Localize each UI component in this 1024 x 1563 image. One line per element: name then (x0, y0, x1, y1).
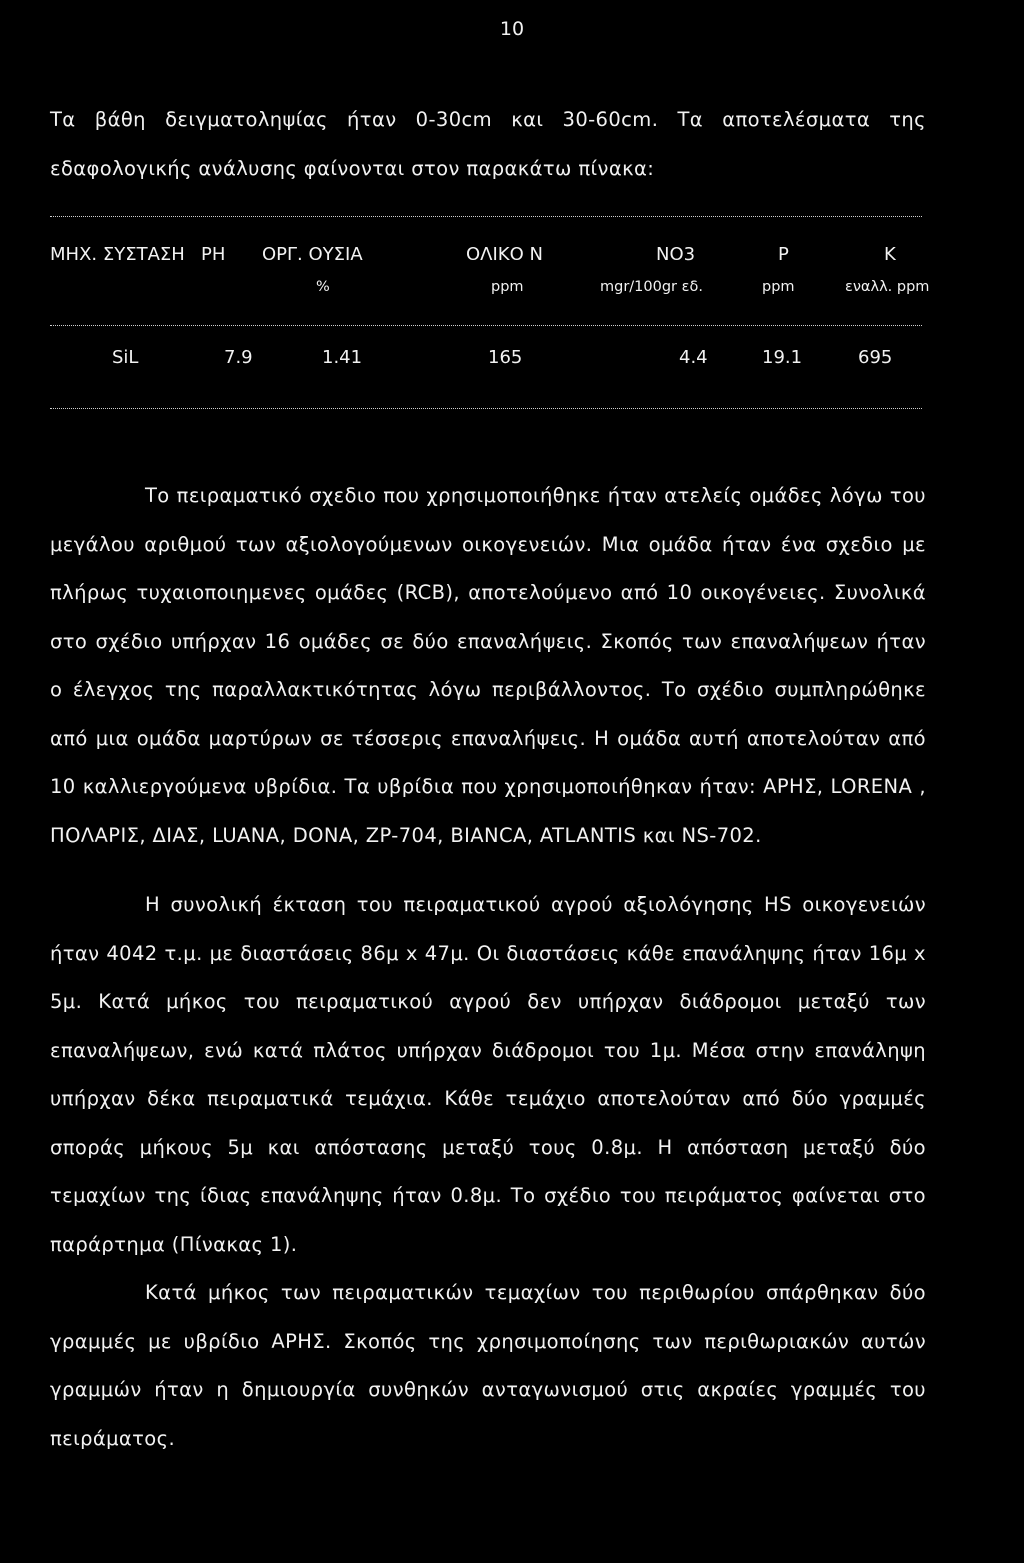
header-p: Ρ (778, 244, 789, 265)
unit-mgr: mgr/100gr εδ. (600, 279, 703, 295)
unit-ppm-p: ppm (762, 279, 795, 295)
header-texture: ΜΗΧ. ΣΥΣΤΑΣΗ (50, 244, 185, 265)
value-total-n: 165 (488, 347, 523, 368)
header-k: Κ (884, 244, 896, 265)
table-bottom-rule (50, 408, 922, 409)
header-organic-matter: ΟΡΓ. ΟΥΣΙΑ (262, 244, 363, 265)
table-middle-rule (50, 325, 922, 326)
header-ph: PH (201, 244, 226, 265)
table-top-rule (50, 216, 922, 217)
value-texture: SiL (112, 347, 139, 368)
value-organic-matter: 1.41 (322, 347, 363, 368)
paragraph-experimental-design: Το πειραματικό σχεδιο που χρησιμοποιήθηκε ήταν ατελείς ομάδες λόγω του μεγάλου αριθμού των αξιολογούμενων οικογενειών. Μια ομάδα ήταν ένα σχεδιο με πλήρως τυχαιοποιημενες ομάδες (RCB), αποτελούμενο από 10 οικογένειες. Συνολικά στο σχέδιο υπήρχαν 16 ομάδες σε δύο επαναλήψεις. Σκοπός των επαναλήψεων ήταν ο έλεγχος της παραλλακτικότητας λόγω περιβάλλοντος. Το σχέδιο συμπληρώθηκε από μια ομάδα μαρτύρων σε τέσσερις επαναλήψεις. Η ομάδα αυτή αποτελούταν από 10 καλλιεργούμενα υβρίδια. Τα υβρίδια που χρησιμοποιήθηκαν ήταν: ΑΡΗΣ, LORENA , ΠΟΛΑΡΙΣ, ΔΙΑΣ, LUANA, DONA, ZP-704, BIANCA, ATLANTIS και NS-702. (50, 484, 926, 847)
value-p: 19.1 (762, 347, 803, 368)
value-k: 695 (858, 347, 893, 368)
value-no3: 4.4 (679, 347, 708, 368)
unit-exchangeable-ppm: εναλλ. ppm (845, 279, 930, 295)
header-total-n: ΟΛΙΚΟ Ν (466, 244, 543, 265)
page-number: 10 (499, 18, 525, 40)
unit-percent: % (316, 279, 330, 295)
header-no3: ΝΟ3 (656, 244, 696, 265)
unit-ppm-n: ppm (491, 279, 524, 295)
paragraph-border-rows: Κατά μήκος των πειραματικών τεμαχίων του περιθωρίου σπάρθηκαν δύο γραμμές με υβρίδιο ΑΡΗΣ. Σκοπός της χρησιμοποίησης των περιθωριακών αυτών γραμμών ήταν η δημιουργία συνθηκών ανταγωνισμού στις ακραίες γραμμές του πειράματος. (50, 1281, 926, 1450)
value-ph: 7.9 (224, 347, 253, 368)
paragraph-field-layout: Η συνολική έκταση του πειραματικού αγρού αξιολόγησης HS οικογενειών ήταν 4042 τ.μ. με διαστάσεις 86μ x 47μ. Οι διαστάσεις κάθε επανάληψης ήταν 16μ x 5μ. Κατά μήκος του πειραματικού αγρού δεν υπήρχαν διάδρομοι μεταξύ των επαναλήψεων, ενώ κατά πλάτος υπήρχαν διάδρομοι του 1μ. Μέσα στην επανάληψη υπήρχαν δέκα πειραματικά τεμάχια. Κάθε τεμάχιο αποτελούταν από δύο γραμμές σποράς μήκους 5μ και απόστασης μεταξύ τους 0.8μ. Η απόσταση μεταξύ δύο τεμαχίων της ίδιας επανάληψης ήταν 0.8μ. Το σχέδιο του πειράματος φαίνεται στο παράρτημα (Πίνακας 1). (50, 893, 926, 1256)
intro-paragraph: Τα βάθη δειγματοληψίας ήταν 0-30cm και 30-60cm. Τα αποτελέσματα της εδαφολογικής ανάλυσης φαίνονται στον παρακάτω πίνακα: (50, 108, 926, 180)
